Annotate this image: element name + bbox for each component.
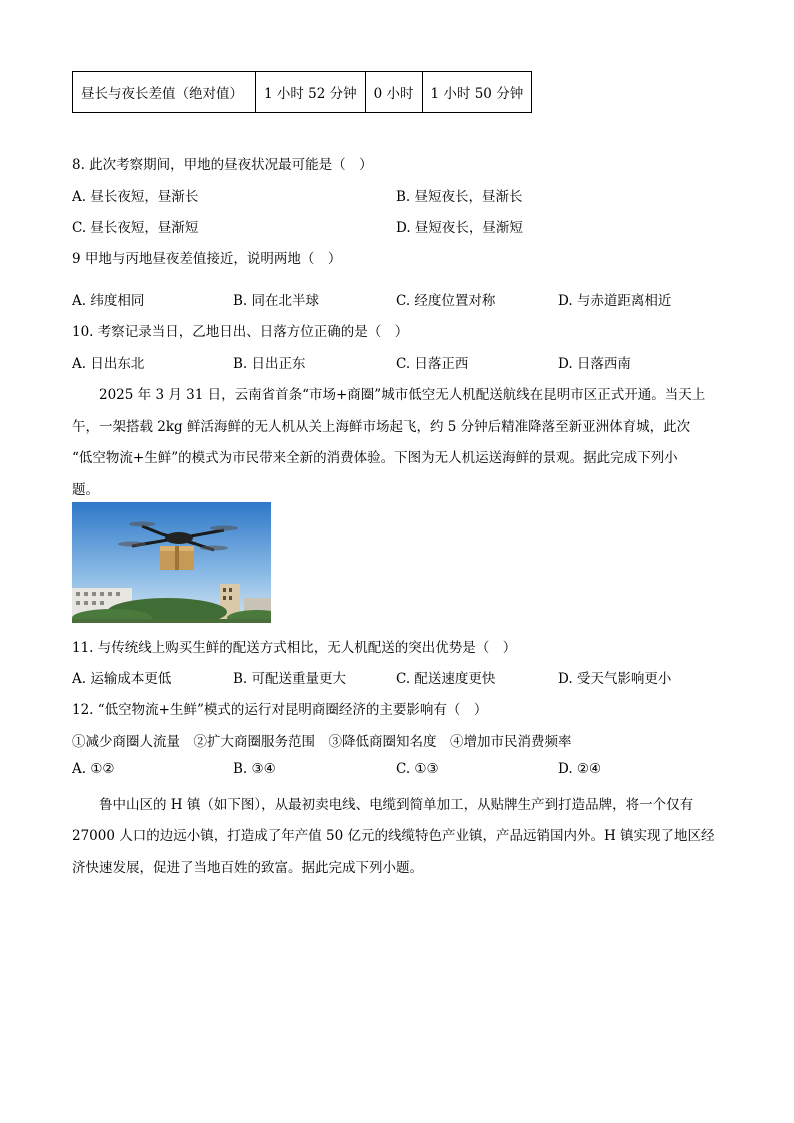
question-11-option-a: A. 运输成本更低 xyxy=(72,671,172,687)
question-11-option-b: B. 可配送重量更大 xyxy=(233,671,347,687)
question-8-option-b: B. 昼短夜长，昼渐长 xyxy=(396,189,523,205)
question-12-option-b: B. ③④ xyxy=(233,761,276,777)
drone-delivery-photo xyxy=(72,502,271,623)
question-12-stem: 12. “低空物流+生鲜”模式的运行对昆明商圈经济的主要影响有（ ） xyxy=(72,702,488,718)
question-12-option-d: D. ②④ xyxy=(558,761,602,777)
question-8-stem: 8. 此次考察期间，甲地的昼夜状况最可能是（ ） xyxy=(72,157,373,173)
question-12-option-c: C. ①③ xyxy=(396,761,439,777)
question-11-stem: 11. 与传统线上购买生鲜的配送方式相比，无人机配送的突出优势是（ ） xyxy=(72,640,517,656)
question-11-option-c: C. 配送速度更快 xyxy=(396,671,496,687)
passage-1-line: 午，一架搭载 2kg 鲜活海鲜的无人机从关上海鲜市场起飞，约 5 分钟后精准降落至新亚洲体育城，此次 xyxy=(72,419,691,435)
question-10-stem: 10. 考察记录当日，乙地日出、日落方位正确的是（ ） xyxy=(72,324,409,340)
table-cell: 1 小时 50 分钟 xyxy=(422,72,532,113)
question-12-statements: ①减少商圈人流量 ②扩大商圈服务范围 ③降低商圈知名度 ④增加市民消费频率 xyxy=(72,734,572,750)
question-9-option-a: A. 纬度相同 xyxy=(72,293,145,309)
passage-2-line: 济快速发展，促进了当地百姓的致富。据此完成下列小题。 xyxy=(72,860,423,876)
question-10-option-b: B. 日出正东 xyxy=(233,356,306,372)
table-row-label: 昼长与夜长差值（绝对值） xyxy=(73,72,256,113)
passage-2-line: 27000 人口的边远小镇，打造成了年产值 50 亿元的线缆特色产业镇，产品远销国内外。H 镇实现了地区经 xyxy=(72,828,715,844)
question-8-option-d: D. 昼短夜长，昼渐短 xyxy=(396,220,523,236)
question-9-option-c: C. 经度位置对称 xyxy=(396,293,496,309)
question-9-option-d: D. 与赤道距离相近 xyxy=(558,293,672,309)
question-12-option-a: A. ①② xyxy=(72,761,115,777)
passage-1-line: 2025 年 3 月 31 日，云南省首条“市场+商圈”城市低空无人机配送航线在昆明市区正式开通。当天上 xyxy=(99,387,706,403)
question-11-option-d: D. 受天气影响更小 xyxy=(558,671,672,687)
table-cell: 0 小时 xyxy=(365,72,422,113)
question-10-option-d: D. 日落西南 xyxy=(558,356,631,372)
question-9-option-b: B. 同在北半球 xyxy=(233,293,320,309)
day-night-difference-table xyxy=(72,71,532,113)
question-10-option-c: C. 日落正西 xyxy=(396,356,469,372)
question-10-option-a: A. 日出东北 xyxy=(72,356,145,372)
question-9-stem: 9 甲地与丙地昼夜差值接近，说明两地（ ） xyxy=(72,251,342,267)
passage-1-line: “低空物流+生鲜”的模式为市民带来全新的消费体验。下图为无人机运送海鲜的景观。据此完成下列小 xyxy=(72,450,678,466)
table-cell: 1 小时 52 分钟 xyxy=(256,72,366,113)
passage-1-line: 题。 xyxy=(72,482,99,498)
question-8-option-a: A. 昼长夜短，昼渐长 xyxy=(72,189,199,205)
question-8-option-c: C. 昼长夜短，昼渐短 xyxy=(72,220,199,236)
table-row xyxy=(73,72,532,113)
passage-2-line: 鲁中山区的 H 镇（如下图），从最初卖电线、电缆到简单加工，从贴牌生产到打造品牌，将一个仅有 xyxy=(99,797,694,813)
